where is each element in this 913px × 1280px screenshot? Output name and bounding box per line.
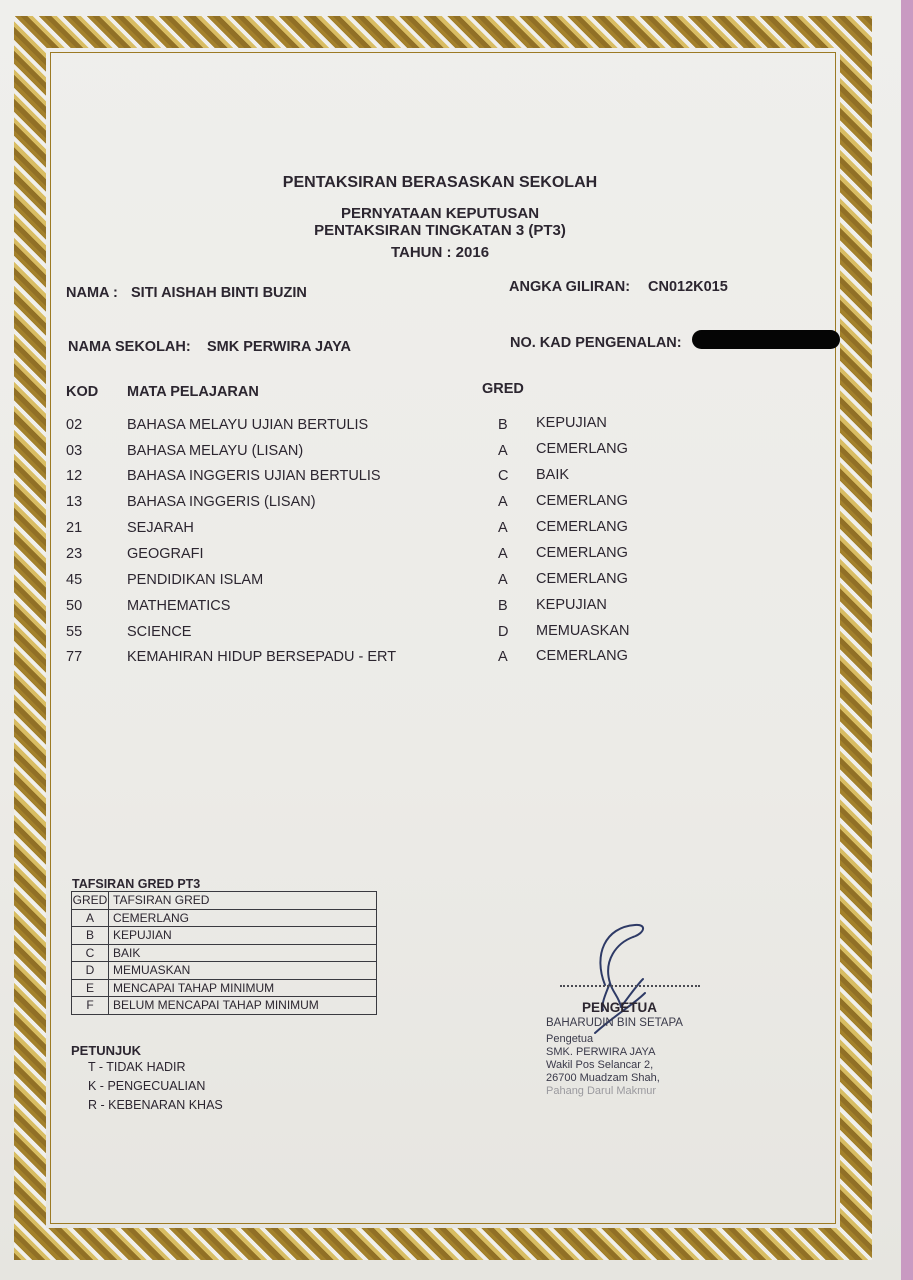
result-subject: BAHASA MELAYU UJIAN BERTULIS — [127, 417, 369, 433]
result-kod: 03 — [66, 443, 83, 459]
signature-line — [560, 985, 700, 987]
result-subject: BAHASA INGGERIS UJIAN BERTULIS — [127, 468, 381, 484]
result-subject: BAHASA MELAYU (LISAN) — [127, 443, 304, 459]
stamp-address-1: Wakil Pos Selancar 2, — [546, 1059, 654, 1071]
result-grade-desc: KEPUJIAN — [536, 415, 607, 431]
petunjuk-item: R - KEBENARAN KHAS — [88, 1098, 223, 1112]
result-row — [60, 417, 680, 441]
title-year: TAHUN : 2016 — [390, 244, 490, 261]
legend-grade: C — [72, 944, 109, 962]
result-grade-desc: CEMERLANG — [536, 571, 628, 587]
result-grade-desc: CEMERLANG — [536, 441, 628, 457]
legend-desc: BELUM MENCAPAI TAHAP MINIMUM — [109, 997, 377, 1015]
result-grade-desc: CEMERLANG — [536, 519, 628, 535]
result-row — [60, 649, 680, 673]
result-grade: C — [498, 468, 509, 484]
result-grade: A — [498, 494, 508, 510]
result-grade: A — [498, 520, 508, 536]
redacted-ic-number — [692, 330, 840, 349]
kad-pengenalan-label: NO. KAD PENGENALAN: — [510, 335, 682, 351]
legend-desc: CEMERLANG — [109, 909, 377, 927]
result-grade-desc: CEMERLANG — [536, 545, 628, 561]
result-row — [60, 443, 680, 467]
result-grade: A — [498, 443, 508, 459]
legend-row — [72, 962, 377, 980]
result-grade-desc: CEMERLANG — [536, 493, 628, 509]
legend-row — [72, 927, 377, 945]
result-row — [60, 624, 680, 648]
result-kod: 21 — [66, 520, 83, 536]
stamp-school: SMK. PERWIRA JAYA — [546, 1046, 656, 1058]
result-subject: KEMAHIRAN HIDUP BERSEPADU - ERT — [127, 649, 397, 665]
result-subject: SCIENCE — [127, 624, 192, 640]
result-row — [60, 494, 680, 518]
result-grade: A — [498, 546, 508, 562]
petunjuk-title: PETUNJUK — [71, 1043, 142, 1058]
legend-col-grade: GRED — [72, 893, 108, 908]
result-kod: 50 — [66, 598, 83, 614]
legend-desc: MEMUASKAN — [109, 962, 377, 980]
legend-title: TAFSIRAN GRED PT3 — [72, 877, 201, 891]
result-row — [60, 572, 680, 596]
result-kod: 12 — [66, 468, 83, 484]
result-grade: D — [498, 624, 509, 640]
result-subject: MATHEMATICS — [127, 598, 231, 614]
stamp-address-2: 26700 Muadzam Shah, — [546, 1072, 660, 1084]
legend-desc: KEPUJIAN — [109, 927, 377, 945]
result-row — [60, 520, 680, 544]
school-name: SMK PERWIRA JAYA — [207, 339, 351, 355]
result-subject: PENDIDIKAN ISLAM — [127, 572, 264, 588]
grade-legend-table — [71, 891, 377, 1015]
stamp-name: BAHARUDIN BIN SETAPA — [546, 1017, 683, 1029]
legend-row — [72, 944, 377, 962]
nama-label: NAMA : — [66, 285, 118, 301]
result-grade: B — [498, 598, 508, 614]
legend-desc: MENCAPAI TAHAP MINIMUM — [109, 979, 377, 997]
title-line-3: PENTAKSIRAN TINGKATAN 3 (PT3) — [314, 222, 566, 239]
student-name: SITI AISHAH BINTI BUZIN — [131, 285, 307, 301]
result-row — [60, 468, 680, 492]
result-grade: B — [498, 417, 508, 433]
legend-row — [72, 997, 377, 1015]
background-edge — [901, 0, 913, 1280]
legend-row — [72, 979, 377, 997]
legend-grade: B — [72, 927, 109, 945]
result-kod: 55 — [66, 624, 83, 640]
result-kod: 77 — [66, 649, 83, 665]
legend-grade: A — [72, 909, 109, 927]
petunjuk-item: K - PENGECUALIAN — [88, 1079, 206, 1093]
column-subject: MATA PELAJARAN — [127, 384, 259, 400]
result-row — [60, 598, 680, 622]
legend-grade: E — [72, 979, 109, 997]
stamp-address-3: Pahang Darul Makmur — [546, 1085, 657, 1097]
result-subject: GEOGRAFI — [127, 546, 204, 562]
result-kod: 13 — [66, 494, 83, 510]
nama-sekolah-label: NAMA SEKOLAH: — [68, 339, 191, 355]
column-kod: KOD — [66, 384, 99, 400]
result-kod: 23 — [66, 546, 83, 562]
title-line-2: PERNYATAAN KEPUTUSAN — [340, 205, 540, 222]
result-grade-desc: KEPUJIAN — [536, 597, 607, 613]
result-grade-desc: CEMERLANG — [536, 648, 628, 664]
result-grade: A — [498, 572, 508, 588]
legend-row — [72, 909, 377, 927]
result-subject: SEJARAH — [127, 520, 194, 536]
result-kod: 02 — [66, 417, 83, 433]
signature-title: PENGETUA — [582, 1000, 658, 1015]
result-row — [60, 546, 680, 570]
legend-header-row — [72, 892, 377, 910]
legend-desc: BAIK — [109, 944, 377, 962]
title-line-1: PENTAKSIRAN BERASASKAN SEKOLAH — [282, 174, 598, 191]
legend-col-desc: TAFSIRAN GRED — [109, 892, 377, 910]
result-grade-desc: MEMUASKAN — [536, 623, 630, 639]
result-subject: BAHASA INGGERIS (LISAN) — [127, 494, 316, 510]
result-grade: A — [498, 649, 508, 665]
petunjuk-item: T - TIDAK HADIR — [88, 1060, 186, 1074]
angka-giliran-label: ANGKA GILIRAN: — [509, 279, 631, 295]
stamp-role: Pengetua — [546, 1033, 594, 1045]
column-grade: GRED — [482, 381, 524, 397]
legend-grade: F — [72, 997, 109, 1015]
angka-giliran-value: CN012K015 — [648, 279, 728, 295]
result-grade-desc: BAIK — [536, 467, 570, 483]
result-kod: 45 — [66, 572, 83, 588]
legend-grade: D — [72, 962, 109, 980]
